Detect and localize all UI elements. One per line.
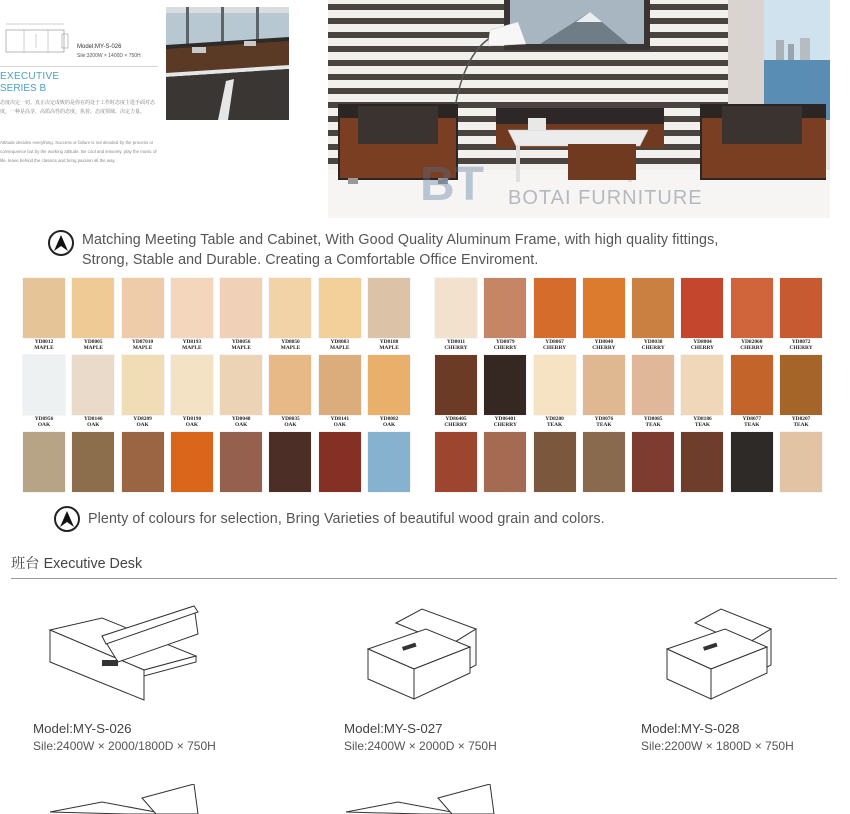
swatch-chip xyxy=(220,432,262,492)
meeting-table-photo xyxy=(166,7,289,120)
swatch-label: YD8079 CHERRY xyxy=(493,339,517,352)
color-swatch xyxy=(632,432,674,495)
color-swatch xyxy=(681,278,723,355)
color-swatch xyxy=(484,355,526,432)
series-title-line2: SERIES B xyxy=(0,83,47,94)
color-swatch xyxy=(484,278,526,355)
swatch-chip xyxy=(681,432,723,492)
swatch-chip xyxy=(780,355,822,415)
chinese-description: 态度决定一切。真正决定成败的是你在的处于工作时态度主选手面对态度，一种是高享，高质高性的态度。执着、态度领域、决定力量。 xyxy=(0,100,156,115)
swatch-label: YD8083 MAPLE xyxy=(330,339,350,352)
caption-line1: Matching Meeting Table and Cabinet, With Good Quality Aluminum Frame, with high quality fittings, xyxy=(82,232,719,248)
english-description: Attitude decides everything. Success or failure is not decided by the process or consequence but by the working attitude. Be cool and leisurely, play the music of life, leave behind the classics and bring passion all the way. xyxy=(0,140,157,163)
swatch-chip xyxy=(23,355,65,415)
desk-size-2: Sile:2400W × 2000D × 750H xyxy=(344,739,497,753)
series-title-line1: EXECUTIVE xyxy=(0,71,60,82)
color-swatch xyxy=(534,432,576,495)
office-lounge-photo xyxy=(328,0,830,218)
swatch-chip xyxy=(780,278,822,338)
swatch-chip xyxy=(731,278,773,338)
swatch-chip xyxy=(319,278,361,338)
desk-drawing-1 xyxy=(46,600,206,704)
swatch-label: YD8067 CHERRY xyxy=(543,339,567,352)
swatch-label: YD86401 CHERRY xyxy=(493,416,517,429)
color-swatch xyxy=(534,278,576,355)
color-swatch xyxy=(72,432,114,495)
desk-drawing-5 xyxy=(342,784,502,814)
swatch-label: YD82060 CHERRY xyxy=(740,339,764,352)
swatch-chip xyxy=(122,355,164,415)
swatch-chip xyxy=(171,278,213,338)
swatch-chip xyxy=(122,278,164,338)
swatch-label: YD8146 OAK xyxy=(84,416,103,429)
swatch-chip xyxy=(534,278,576,338)
swatch-chip xyxy=(368,432,410,492)
swatch-chip xyxy=(319,355,361,415)
color-swatch xyxy=(731,278,773,355)
swatch-label: YD87010 MAPLE xyxy=(131,339,154,352)
swatch-chip xyxy=(484,278,526,338)
swatch-chip xyxy=(435,432,477,492)
spec-size: Sile:3200W × 1400D × 750H xyxy=(77,53,141,59)
color-swatch xyxy=(583,355,625,432)
color-swatch xyxy=(780,355,822,432)
swatch-label: YD8076 TEAK xyxy=(594,416,614,429)
swatch-label: YD8193 MAPLE xyxy=(182,339,202,352)
color-swatch xyxy=(319,432,361,495)
swatch-label: YD8011 CHERRY xyxy=(444,339,468,352)
desk-drawing-4 xyxy=(46,784,206,814)
feature-caption xyxy=(48,230,718,270)
swatch-chip xyxy=(583,278,625,338)
swatch-label: YD8005 MAPLE xyxy=(83,339,104,352)
swatch-label: YD8956 OAK xyxy=(34,416,54,429)
swatch-chip xyxy=(269,432,311,492)
swatch-chip xyxy=(23,432,65,492)
color-swatch xyxy=(269,278,311,355)
color-swatch xyxy=(681,355,723,432)
desk-model-2: Model:MY-S-027 xyxy=(344,721,443,736)
caption-line2: Strong, Stable and Durable. Creating a Comfortable Office Enviroment. xyxy=(82,252,539,268)
swatch-chip xyxy=(484,355,526,415)
color-swatch xyxy=(220,355,262,432)
swatch-chip xyxy=(220,355,262,415)
color-swatch xyxy=(583,278,625,355)
color-swatch xyxy=(220,278,262,355)
color-swatch xyxy=(368,278,410,355)
swatch-chip xyxy=(632,432,674,492)
swatch-chip xyxy=(632,278,674,338)
color-swatch xyxy=(435,355,477,432)
color-swatch xyxy=(534,355,576,432)
swatch-chip xyxy=(731,432,773,492)
desk-size-1: Sile:2400W × 2000/1800D × 750H xyxy=(33,739,216,753)
swatch-chip xyxy=(583,355,625,415)
color-swatch xyxy=(171,432,213,495)
swatch-label: YD8141 OAK xyxy=(330,416,350,429)
swatch-chip xyxy=(122,432,164,492)
color-swatch xyxy=(632,278,674,355)
swatch-chip xyxy=(23,278,65,338)
swatch-chip xyxy=(269,355,311,415)
swatch-label: YD8056 MAPLE xyxy=(231,339,251,352)
color-swatch xyxy=(435,278,477,355)
desk-size-3: Sile:2200W × 1800D × 750H xyxy=(641,739,794,753)
color-swatch xyxy=(23,355,65,432)
swatch-chip xyxy=(534,432,576,492)
colors-caption-text: Plenty of colours for selection, Bring Varieties of beautiful wood grain and colors. xyxy=(88,511,605,527)
swatch-label: YD8012 MAPLE xyxy=(34,339,54,352)
swatch-label: YD8035 OAK xyxy=(281,416,300,429)
section-title: 班台 Executive Desk xyxy=(11,556,143,572)
swatch-label: YD8085 TEAK xyxy=(643,416,663,429)
swatch-chip xyxy=(681,355,723,415)
color-swatch xyxy=(23,278,65,355)
color-swatches-right xyxy=(435,278,822,495)
swatch-label: YD8048 OAK xyxy=(231,416,251,429)
spec-model: Model:MY-S-026 xyxy=(77,44,122,50)
desk-model-3: Model:MY-S-028 xyxy=(641,721,740,736)
swatch-label: YD8040 CHERRY xyxy=(592,339,616,352)
svg-text:BT: BT xyxy=(420,158,484,211)
swatch-label: YD8082 OAK xyxy=(379,416,399,429)
swatch-chip xyxy=(583,432,625,492)
swatch-label: YD8072 CHERRY xyxy=(789,339,813,352)
color-swatch xyxy=(731,355,773,432)
desk-drawing-3 xyxy=(665,603,777,707)
swatch-label: YD86405 CHERRY xyxy=(444,416,468,429)
top-banner xyxy=(0,0,850,220)
color-swatch xyxy=(171,355,213,432)
color-swatch xyxy=(72,355,114,432)
swatch-label: YD8038 CHERRY xyxy=(641,339,665,352)
swatch-chip xyxy=(220,278,262,338)
swatch-label: YD8200 TEAK xyxy=(545,416,564,429)
swatch-chip xyxy=(319,432,361,492)
swatch-chip xyxy=(780,432,822,492)
navigation-arrow-icon xyxy=(48,230,74,256)
swatch-label: YD8050 MAPLE xyxy=(280,339,301,352)
swatch-chip xyxy=(435,278,477,338)
color-swatch xyxy=(681,432,723,495)
color-swatch xyxy=(269,355,311,432)
swatch-label: YD8190 OAK xyxy=(182,416,202,429)
divider xyxy=(0,66,158,67)
color-swatch xyxy=(269,432,311,495)
swatch-chip xyxy=(368,355,410,415)
swatch-chip xyxy=(171,355,213,415)
swatch-chip xyxy=(368,278,410,338)
swatch-label: YD8209 OAK xyxy=(133,416,152,429)
color-swatch xyxy=(72,278,114,355)
color-swatch xyxy=(122,278,164,355)
color-swatch xyxy=(23,432,65,495)
color-swatches-left xyxy=(23,278,410,495)
swatch-chip xyxy=(435,355,477,415)
swatch-label: YD8207 TEAK xyxy=(791,416,811,429)
color-swatch xyxy=(484,432,526,495)
color-swatch xyxy=(171,278,213,355)
color-swatch xyxy=(319,355,361,432)
color-swatch xyxy=(435,432,477,495)
desk-model-1: Model:MY-S-026 xyxy=(33,721,132,736)
section-divider xyxy=(11,578,837,579)
swatch-label: YD8188 MAPLE xyxy=(379,339,399,352)
swatch-chip xyxy=(632,355,674,415)
swatch-chip xyxy=(72,278,114,338)
spec-line-drawing xyxy=(2,20,72,60)
color-swatch xyxy=(731,432,773,495)
color-swatch xyxy=(368,355,410,432)
desk-drawing-2 xyxy=(366,603,478,707)
swatch-chip xyxy=(681,278,723,338)
watermark-text: BOTAI FURNITURE xyxy=(508,187,703,209)
color-swatch xyxy=(122,355,164,432)
color-swatch xyxy=(780,278,822,355)
swatch-chip xyxy=(72,432,114,492)
swatch-chip xyxy=(534,355,576,415)
color-swatch xyxy=(583,432,625,495)
swatch-label: YD8077 TEAK xyxy=(742,416,762,429)
swatch-chip xyxy=(731,355,773,415)
colors-caption xyxy=(54,506,605,532)
swatch-label: YD8004 CHERRY xyxy=(690,339,715,352)
color-swatch xyxy=(368,432,410,495)
color-swatch xyxy=(632,355,674,432)
swatch-chip xyxy=(171,432,213,492)
navigation-arrow-icon xyxy=(54,506,80,532)
swatch-chip xyxy=(269,278,311,338)
swatch-chip xyxy=(484,432,526,492)
color-swatch xyxy=(220,432,262,495)
color-swatch xyxy=(780,432,822,495)
color-swatch xyxy=(122,432,164,495)
swatch-chip xyxy=(72,355,114,415)
color-swatch xyxy=(319,278,361,355)
swatch-label: YD8186 TEAK xyxy=(693,416,712,429)
